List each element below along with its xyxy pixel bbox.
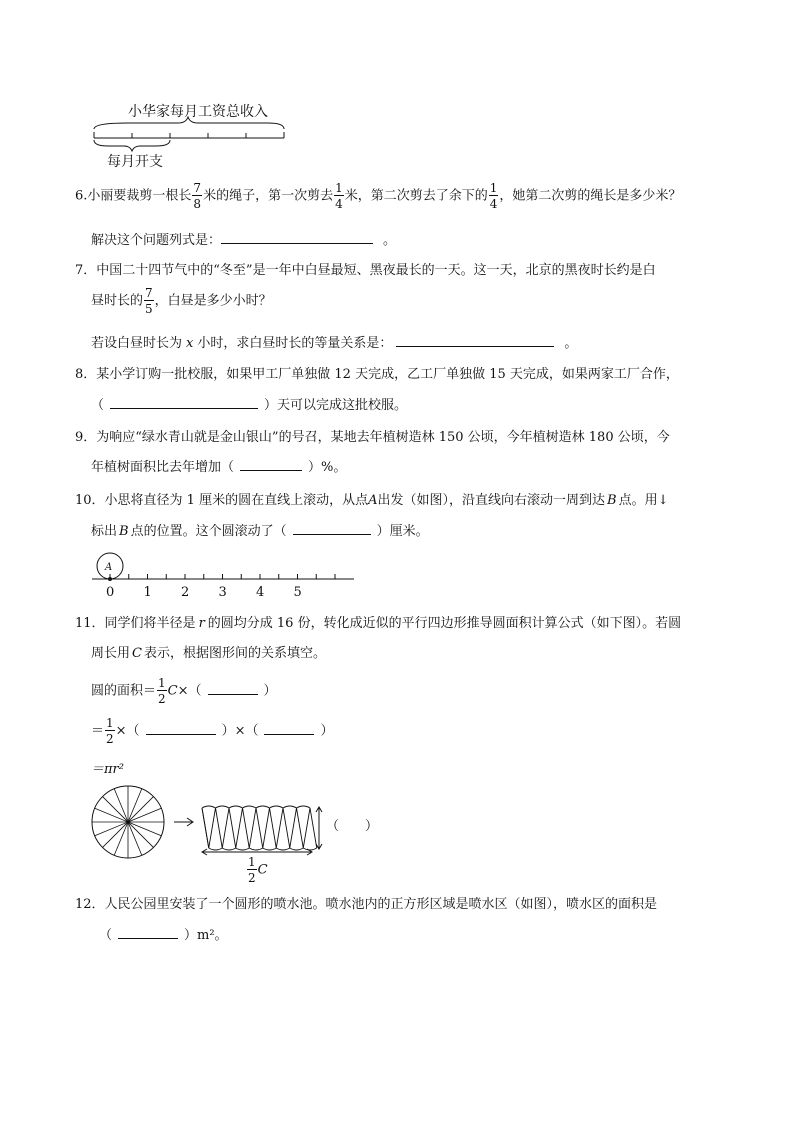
circle-sector-lines <box>92 786 164 858</box>
area-formula-line-2: ＝ $\frac{1}{2}$ ×（ ）×（ ） <box>91 716 334 746</box>
question-12-line-1: 12．人民公园里安装了一个圆形的喷水池。喷水池内的正方形区域是喷水区（如图），喷水区的面积是 <box>75 897 658 912</box>
question-number: 12． <box>75 897 105 912</box>
answer-blank[interactable] <box>293 523 371 535</box>
number-line-labels <box>106 585 302 600</box>
fraction-one-half: $\frac{1}{2}$ <box>158 676 166 706</box>
answer-blank[interactable] <box>240 459 302 471</box>
bar-diagram-expense-label: 每月开支 <box>107 154 163 170</box>
question-10-line-1: 10．小思将直径为 1 厘米的圆在直线上滚动，从点A出发（如图），沿直线向右滚动一周到达 B 点。用↓ <box>75 493 669 508</box>
question-8-line-1: 8．某小学订购一批校服，如果甲工厂单独做 12 天完成，乙工厂单独做 15 天完成，如果两家工厂合作， <box>75 367 679 382</box>
bar-diagram-total-label: 小华家每月工资总收入 <box>128 104 268 120</box>
number-line-label: 2 <box>181 585 190 600</box>
question-7-line-1: 7．中国二十四节气中的“冬至”是一年中白昼最短、黑夜最长的一天。这一天，北京的黑夜时长约是白 <box>75 263 656 278</box>
question-number: 6. <box>75 188 88 204</box>
answer-blank[interactable] <box>146 723 216 735</box>
question-6-line-1: 6.小丽要裁剪一根长 $\frac{7}{8}$ 米的绳子，第一次剪去 $\frac{1}{4}$ 米，第二次剪去了余下的 $\frac{1}{4}$ ，她第二次剪的绳长是多少米？ <box>75 181 682 211</box>
approx-parallelogram <box>202 806 317 850</box>
base-label: $\frac{1}{2}$ C <box>248 855 268 885</box>
question-10-line-2: 标出 B 点的位置。这个圆滚动了（ ）厘米。 <box>91 524 429 539</box>
question-7-line-3: 若设白昼时长为 x 小时，求白昼时长的等量关系是： 。 <box>91 336 578 351</box>
question-6-line-2: 解决这个问题列式是： 。 <box>91 233 397 248</box>
fraction-one-quarter: $\frac{1}{4}$ <box>489 181 498 211</box>
answer-blank[interactable] <box>221 232 373 244</box>
area-formula-line-3: ＝πr² <box>91 762 124 777</box>
scalloped-top-edge <box>202 806 310 808</box>
question-9-line-2: 年植树面积比去年增加（ ）%。 <box>91 460 347 475</box>
question-12-line-2: （ ）m²。 <box>99 928 228 943</box>
question-11-line-1: 11．同学们将半径是 r 的圆均分成 16 份，转化成近似的平行四边形推导圆面积计算公式（如下图）。若圆 <box>75 616 682 631</box>
answer-blank[interactable] <box>118 927 178 939</box>
number-line-label: 1 <box>143 585 152 600</box>
number-line-label: 3 <box>218 585 227 600</box>
question-number: 7． <box>75 263 97 278</box>
question-8-line-2: （ ）天可以完成这批校服。 <box>91 398 408 413</box>
question-7-line-2: 昼时长的 $\frac{7}{5}$ ，白昼是多少小时？ <box>91 286 272 316</box>
bar-diagram <box>88 116 293 156</box>
question-9-line-1: 9．为响应“绿水青山就是金山银山”的号召，某地去年植树造林 150 公顷，今年植树造林 180 公顷，今 <box>75 430 670 445</box>
height-blank[interactable]: （ ） <box>326 819 379 834</box>
expense-brace <box>94 140 170 151</box>
fraction-seven-eighths: $\frac{7}{8}$ <box>193 181 202 211</box>
scalloped-bottom-edge <box>209 848 317 850</box>
number-line-label: 4 <box>256 585 265 600</box>
answer-blank[interactable] <box>208 683 258 695</box>
answer-blank[interactable] <box>264 723 314 735</box>
number-line-ticks <box>110 574 335 579</box>
area-formula-line-1: 圆的面积＝ $\frac{1}{2}$ C×（ ） <box>91 676 277 706</box>
fraction-one-quarter: $\frac{1}{4}$ <box>335 181 343 211</box>
number-line-figure <box>88 548 358 600</box>
question-11-line-2: 周长用 C 表示，根据图形间的关系填空。 <box>91 646 326 661</box>
question-number: 10． <box>75 493 105 508</box>
number-line-label: 0 <box>106 585 115 600</box>
answer-blank[interactable] <box>396 335 554 347</box>
question-number: 9． <box>75 430 97 445</box>
number-line-label: 5 <box>293 585 302 600</box>
fraction-one-half: $\frac{1}{2}$ <box>106 716 114 746</box>
question-number: 8． <box>75 367 97 382</box>
answer-blank[interactable] <box>110 397 258 409</box>
question-number: 11． <box>75 616 105 631</box>
total-brace <box>94 117 284 129</box>
circle-point-label: A <box>105 562 113 573</box>
sector-zigzag <box>202 808 310 848</box>
fraction-seven-fifths: $\frac{7}{5}$ <box>145 286 153 316</box>
